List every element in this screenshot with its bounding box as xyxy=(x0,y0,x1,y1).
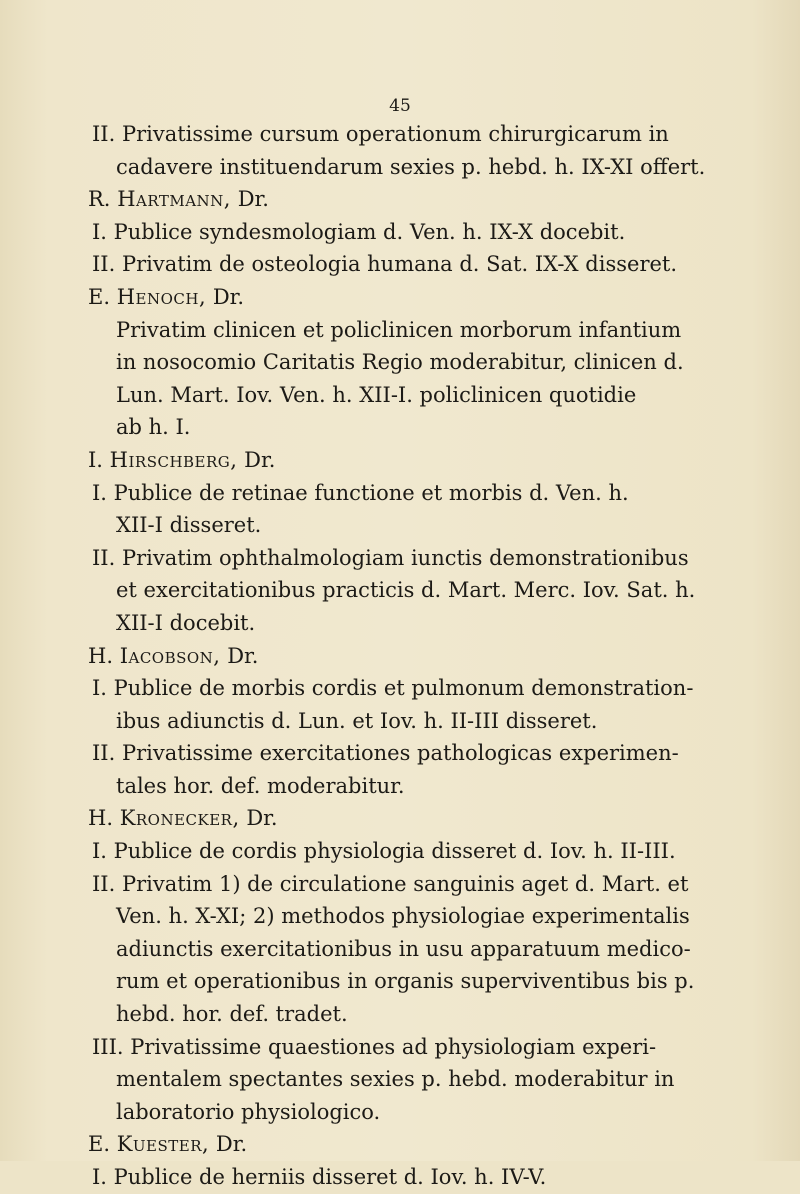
author-name: Hirschberg, xyxy=(109,447,238,472)
author-name: Hartmann, xyxy=(117,187,231,212)
author-initial: R. xyxy=(88,187,111,212)
course-item-line: I. Publice de herniis disseret d. Iov. h. IV-V. xyxy=(92,1165,547,1189)
text-line: rum et operationibus in organis superviventibus bis p. xyxy=(116,969,695,994)
course-item-line: I. Publice de morbis cordis et pulmonum demonstration- xyxy=(92,676,694,701)
course-item-line: II. Privatim de osteologia humana d. Sat. IX-X disseret. xyxy=(92,252,678,277)
author-name: Henoch, xyxy=(116,284,207,309)
author-title: Dr. xyxy=(246,806,278,831)
author-heading xyxy=(0,1128,800,1161)
author-initial: H. xyxy=(88,643,113,668)
text-line: Ven. h. X-XI; 2) methodos physiologiae experimentalis xyxy=(116,904,690,929)
author-name: Kuester, xyxy=(116,1132,210,1157)
author-heading xyxy=(0,444,800,477)
page-number: 45 xyxy=(389,96,411,116)
author-initial: H. xyxy=(88,806,113,831)
course-item-line: III. Privatissime quaestiones ad physiologiam experi- xyxy=(92,1034,657,1059)
author-name: Kronecker, xyxy=(119,806,240,831)
course-item-line: I. Publice de retinae functione et morbis d. Ven. h. xyxy=(92,480,629,505)
author-title: Dr. xyxy=(215,1132,248,1157)
text-line: Privatim clinicen et policlinicen morborum infantium xyxy=(116,317,682,342)
author-heading xyxy=(0,640,800,673)
author-initial: I. xyxy=(88,447,103,472)
course-item-line: II. Privatissime exercitationes pathologicas experimen- xyxy=(92,741,679,766)
author-initial: E. xyxy=(88,1132,111,1157)
author-title: Dr. xyxy=(227,643,259,668)
text-line: hebd. hor. def. tradet. xyxy=(116,1002,348,1027)
text-line: Lun. Mart. Iov. Ven. h. XII-I. policlinicen quotidie xyxy=(116,382,637,407)
author-heading xyxy=(0,802,800,835)
text-line: ab h. I. xyxy=(116,415,191,440)
text-line: cadavere instituendarum sexies p. hebd. h. IX-XI offert. xyxy=(116,154,706,179)
author-title: Dr. xyxy=(244,447,276,472)
page-text xyxy=(0,118,800,1194)
text-line: XII-I docebit. xyxy=(116,610,256,635)
text-line: ibus adiunctis d. Lun. et Iov. h. II-III disseret. xyxy=(116,708,598,733)
text-line: laboratorio physiologico. xyxy=(116,1099,381,1124)
course-item-line: II. Privatim ophthalmologiam iunctis demonstrationibus xyxy=(92,545,689,570)
author-initial: E. xyxy=(88,284,111,309)
course-item-line: II. Privatissime cursum operationum chirurgicarum in xyxy=(92,122,669,146)
text-line: et exercitationibus practicis d. Mart. Merc. Iov. Sat. h. xyxy=(116,578,696,603)
course-item-line: I. Publice syndesmologiam d. Ven. h. IX-X docebit. xyxy=(92,219,626,244)
text-line: XII-I disseret. xyxy=(116,513,262,538)
text-line: adiunctis exercitationibus in usu apparatuum medico- xyxy=(116,936,691,961)
author-heading xyxy=(0,183,800,216)
author-heading xyxy=(0,281,800,314)
text-line: tales hor. def. moderabitur. xyxy=(116,773,405,798)
text-line: in nosocomio Caritatis Regio moderabitur, clinicen d. xyxy=(116,350,684,375)
author-title: Dr. xyxy=(237,187,269,212)
author-title: Dr. xyxy=(212,284,245,309)
course-item-line: II. Privatim 1) de circulatione sanguinis aget d. Mart. et xyxy=(92,871,689,896)
text-line: mentalem spectantes sexies p. hebd. moderabitur in xyxy=(116,1067,675,1092)
course-item-line: I. Publice de cordis physiologia disseret d. Iov. h. II-III. xyxy=(92,839,676,864)
author-name: Iacobson, xyxy=(119,643,221,668)
